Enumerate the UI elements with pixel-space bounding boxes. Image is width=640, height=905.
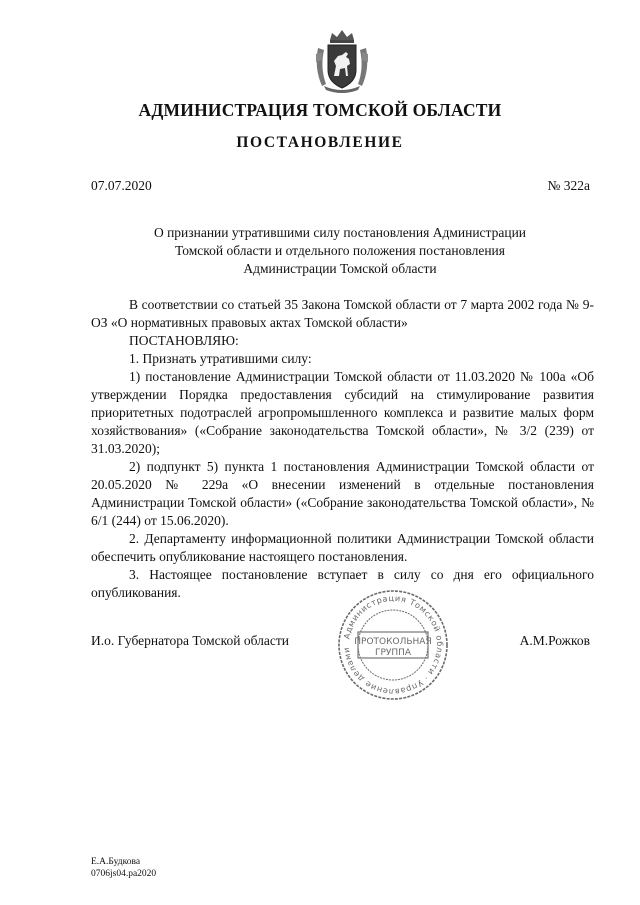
file-code: 0706js04.ра2020	[91, 869, 157, 879]
body-paragraph: 1. Признать утратившими силу:	[129, 351, 312, 366]
subject-line: Администрации Томской области	[243, 261, 437, 276]
body-paragraph: 3. Настоящее постановление вступает в силу со дня его официального опубликования.	[91, 567, 594, 600]
body-paragraph: 2) подпункт 5) пункта 1 постановления Администрации Томской области от 20.05.2020 № 229а «О внесении изменений в отдельные постановления Администрации Томской области» («Собрание законодательства Томской области», № 6/1 (244) от 15.06.2020).	[91, 459, 594, 528]
organization-title: АДМИНИСТРАЦИЯ ТОМСКОЙ ОБЛАСТИ	[138, 100, 502, 120]
signer-position: И.о. Губернатора Томской области	[91, 633, 289, 648]
document-subject	[130, 224, 550, 278]
executor-info	[91, 856, 156, 880]
body-paragraph: В соответствии со статьей 35 Закона Томской области от 7 марта 2002 года № 9-ОЗ «О нормативных правовых актах Томской области»	[91, 297, 594, 330]
official-stamp	[336, 588, 450, 702]
signer-name: А.М.Рожков	[519, 633, 590, 648]
subject-line: Томской области и отдельного положения постановления	[175, 243, 505, 258]
stamp-outer-text: Администрация Томской области · Управление делами	[340, 592, 446, 698]
subject-line: О признании утратившими силу постановления Администрации	[153, 225, 527, 240]
executor-name: Е.А.Будкова	[91, 857, 141, 867]
body-paragraph: 2. Департаменту информационной политики Администрации Томской области обеспечить опубликование настоящего постановления.	[91, 531, 594, 564]
stamp-center-line: ГРУППА	[374, 648, 412, 658]
document-number: № 322а	[547, 178, 590, 193]
tomsk-coat-of-arms-icon	[312, 28, 372, 94]
body-paragraph: ПОСТАНОВЛЯЮ:	[129, 333, 239, 348]
document-date: 07.07.2020	[91, 178, 152, 193]
document-type: ПОСТАНОВЛЕНИЕ	[236, 134, 404, 151]
body-paragraph: 1) постановление Администрации Томской области от 11.03.2020 № 100а «Об утверждении Порядка предоставления субсидий на стимулирование развития приоритетных подотраслей агропромышленного комплекса и развитие малых форм хозяйствования» («Собрание законодательства Томской области», № 3/2 (239) от 31.03.2020);	[91, 369, 594, 456]
stamp-center-line: ПРОТОКОЛЬНАЯ	[354, 637, 432, 647]
document-body	[91, 296, 594, 602]
